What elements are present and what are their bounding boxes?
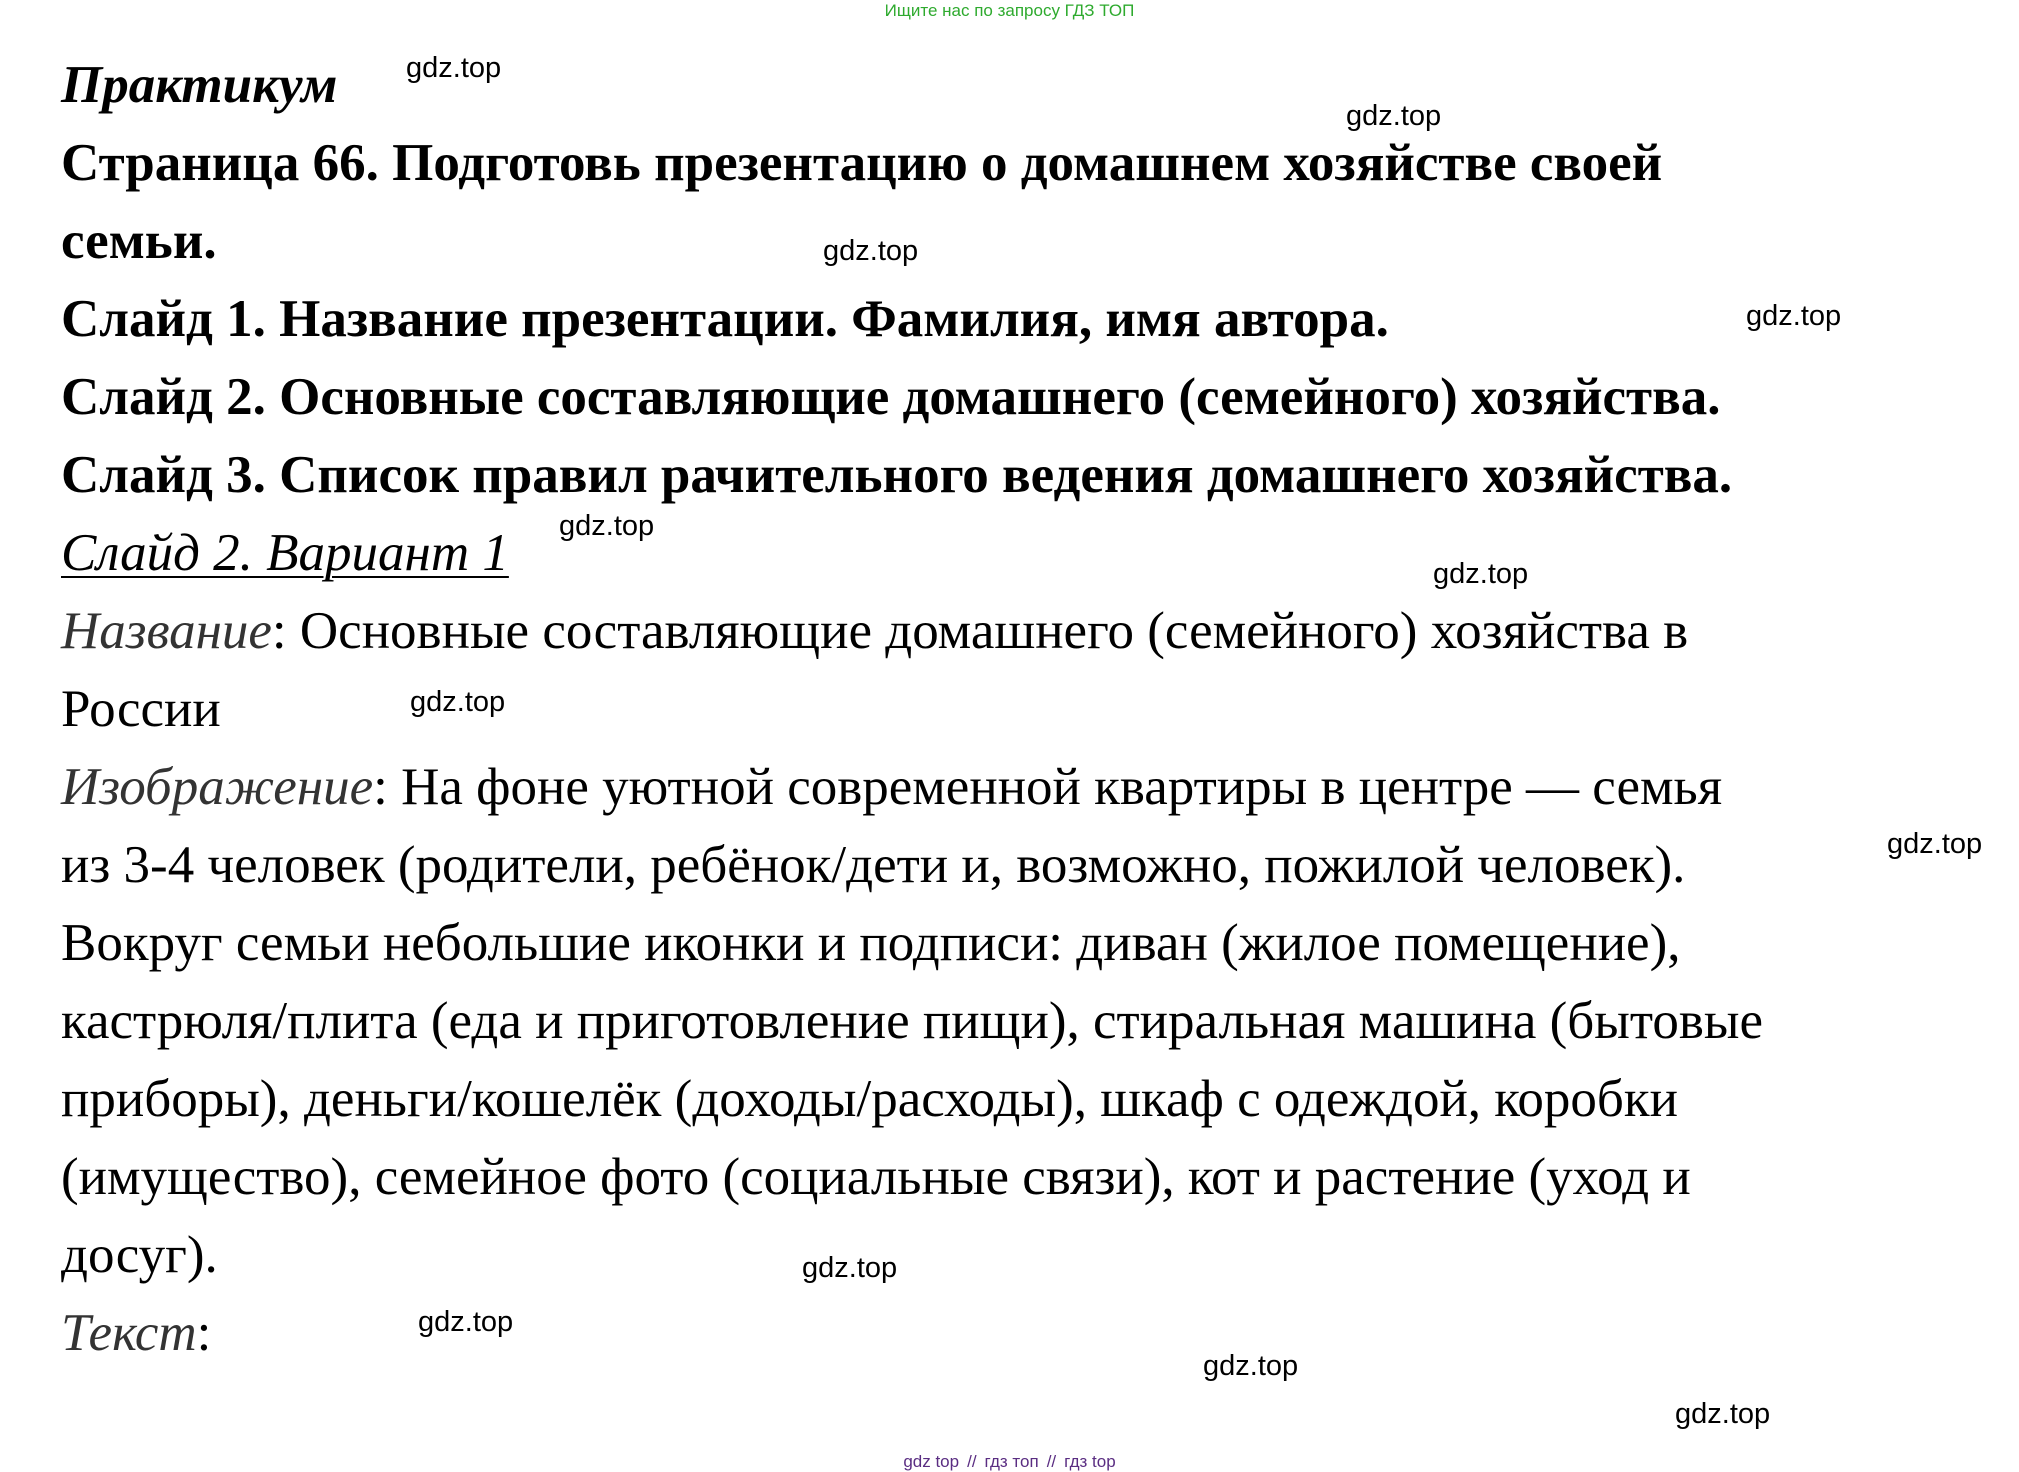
task-slide-2: Слайд 2. Основные составляющие домашнего (семейного) хозяйства.	[61, 368, 1721, 426]
footer-separator: //	[967, 1452, 977, 1471]
watermark: gdz.top	[410, 686, 506, 718]
task-line-2: семьи.	[61, 212, 217, 270]
image-label: Изображение	[61, 758, 374, 816]
watermark: gdz.top	[1203, 1350, 1299, 1382]
task-slide-3: Слайд 3. Список правил рачительного ведения домашнего хозяйства.	[61, 446, 1733, 504]
watermark: gdz.top	[1433, 558, 1529, 590]
text-value: :	[196, 1304, 212, 1362]
watermark: gdz.top	[559, 510, 655, 542]
page-heading: Практикум	[61, 56, 338, 114]
footer-link-gdz-top-ru[interactable]: гдз топ	[984, 1452, 1039, 1471]
watermark: gdz.top	[1346, 100, 1442, 132]
image-line-2: из 3-4 человек (родители, ребёнок/дети и, возможно, пожилой человек).	[61, 836, 1686, 894]
watermark: gdz.top	[1675, 1398, 1771, 1430]
document-body	[61, 46, 1991, 1372]
image-line-3: Вокруг семьи небольшие иконки и подписи: диван (жилое помещение),	[61, 914, 1681, 972]
task-line-1: Страница 66. Подготовь презентацию о домашнем хозяйстве своей	[61, 134, 1663, 192]
search-hint: Ищите нас по запросу ГДЗ ТОП	[884, 1, 1135, 20]
image-line-1	[61, 748, 1991, 826]
watermark: gdz.top	[1746, 300, 1842, 332]
image-line-7: досуг).	[61, 1226, 218, 1284]
variant-title: Слайд 2. Вариант 1	[61, 524, 509, 582]
image-value: : На фоне уютной современной квартиры в центре — семья	[373, 758, 1723, 816]
text-label: Текст	[61, 1304, 197, 1362]
variant-title-line	[61, 514, 1991, 592]
image-line-5: приборы), деньги/кошелёк (доходы/расходы), шкаф с одеждой, коробки	[61, 1070, 1678, 1128]
footer-link-gdz-top[interactable]: gdz top	[903, 1452, 960, 1471]
image-line-4: кастрюля/плита (еда и приготовление пищи), стиральная машина (бытовые	[61, 992, 1764, 1050]
name-value: : Основные составляющие домашнего (семейного) хозяйства в	[271, 602, 1689, 660]
name-label: Название	[61, 602, 272, 660]
watermark: gdz.top	[406, 52, 502, 84]
image-line-6: (имущество), семейное фото (социальные связи), кот и растение (уход и	[61, 1148, 1691, 1206]
watermark: gdz.top	[802, 1252, 898, 1284]
footer-links	[0, 1452, 2019, 1472]
watermark: gdz.top	[418, 1306, 514, 1338]
footer-separator: //	[1046, 1452, 1057, 1471]
task-slide-1: Слайд 1. Название презентации. Фамилия, имя автора.	[61, 290, 1389, 348]
text-line	[61, 1294, 1991, 1372]
footer-link-gdz-top-mixed[interactable]: гдз top	[1064, 1452, 1116, 1471]
name-line-1	[61, 592, 1991, 670]
name-line-2: России	[61, 680, 221, 738]
watermark: gdz.top	[823, 235, 919, 267]
watermark: gdz.top	[1887, 828, 1983, 860]
